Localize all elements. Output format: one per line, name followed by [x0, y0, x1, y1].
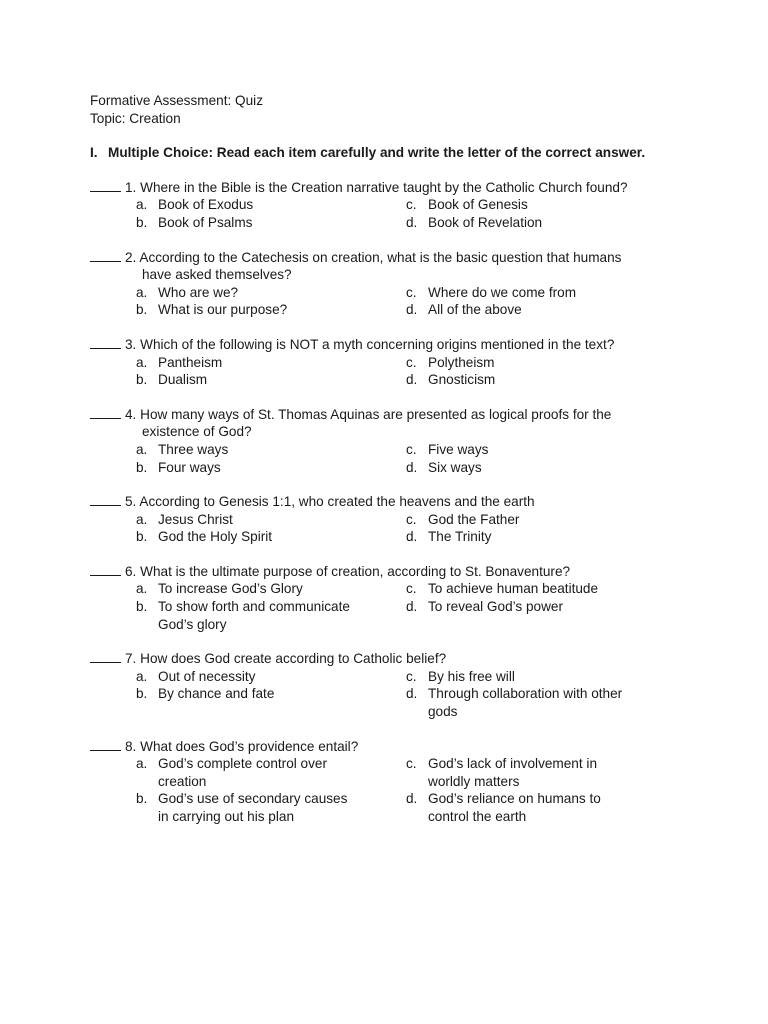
question-text-line: existence of God?: [142, 424, 252, 440]
question-text-line: have asked themselves?: [142, 267, 292, 283]
question-text-line: According to the Catechesis on creation, what is the basic question that humans: [139, 249, 622, 265]
answer-choice: [90, 459, 406, 477]
choice-text-line: By his free will: [428, 668, 515, 684]
question-text: [125, 249, 690, 267]
question-number: 2.: [125, 249, 137, 265]
choice-row: [90, 580, 690, 598]
choice-text-line: God’s lack of involvement in: [428, 756, 597, 772]
answer-choice: [90, 214, 406, 232]
choice-text: [158, 668, 406, 686]
answer-choice: [406, 668, 636, 686]
question-text: [125, 336, 690, 354]
question-number: 5.: [125, 494, 137, 510]
question-text: [125, 738, 690, 756]
question-stem: [90, 650, 690, 668]
choice-text: [428, 528, 636, 546]
choice-letter: c.: [406, 756, 417, 772]
choice-row: [90, 354, 690, 372]
choice-text-line: Book of Revelation: [428, 214, 543, 230]
choice-letter: c.: [406, 284, 417, 300]
section-numeral: I.: [90, 145, 98, 161]
choice-text-line: To increase God’s Glory: [158, 581, 303, 597]
choice-row: [90, 441, 690, 459]
choice-letter: d.: [406, 599, 418, 615]
question-item: [90, 336, 690, 389]
choice-text-line: By chance and fate: [158, 686, 275, 702]
choice-text-line: creation: [158, 773, 207, 789]
answer-choice: [406, 214, 636, 232]
choice-text: [428, 790, 636, 825]
answer-choice: [90, 580, 406, 598]
answer-blank[interactable]: [90, 563, 121, 576]
choice-letter: a.: [136, 668, 148, 684]
answer-choice: [406, 441, 636, 459]
choice-text-line: All of the above: [428, 302, 522, 318]
answer-choice: [90, 196, 406, 214]
choice-text: [428, 755, 636, 790]
choice-letter: a.: [136, 197, 148, 213]
question-text: [125, 179, 690, 197]
choice-text-line: Three ways: [158, 441, 229, 457]
choice-letter: b.: [136, 459, 148, 475]
question-text-line: How does God create according to Catholic belief?: [140, 651, 447, 667]
answer-blank[interactable]: [90, 406, 121, 419]
choice-text: [158, 301, 406, 319]
question-number: 4.: [125, 406, 137, 422]
document-title: Formative Assessment: Quiz: [90, 93, 263, 108]
question-stem: [90, 493, 690, 511]
question-item: [90, 563, 690, 633]
question-stem: [90, 179, 690, 197]
question-item: [90, 493, 690, 546]
answer-choice: [90, 755, 406, 790]
choice-text-line: Four ways: [158, 459, 221, 475]
choice-letter: b.: [136, 791, 148, 807]
question-stem: [90, 336, 690, 354]
answer-choice: [90, 371, 406, 389]
question-text: [125, 493, 690, 511]
choice-text-line: Five ways: [428, 441, 489, 457]
answer-choice: [406, 301, 636, 319]
choice-text-line: What is our purpose?: [158, 302, 288, 318]
choice-text: [158, 755, 406, 790]
choice-text-line: Pantheism: [158, 354, 223, 370]
choice-row: [90, 755, 690, 790]
quiz-document: [90, 92, 690, 826]
question-text-line: What is the ultimate purpose of creation, according to St. Bonaventure?: [140, 563, 571, 579]
answer-choice: [406, 598, 636, 633]
answer-choice: [90, 354, 406, 372]
choice-text-line: God the Father: [428, 511, 520, 527]
answer-choice: [406, 755, 636, 790]
answer-blank[interactable]: [90, 738, 121, 751]
answer-blank[interactable]: [90, 179, 121, 192]
choice-text-line: God’s use of secondary causes: [158, 791, 348, 807]
choice-letter: c.: [406, 441, 417, 457]
answer-choice: [90, 441, 406, 459]
question-stem: [90, 249, 690, 267]
choice-letter: a.: [136, 581, 148, 597]
question-text-line: Where in the Bible is the Creation narrative taught by the Catholic Church found?: [140, 179, 628, 195]
question-item: [90, 179, 690, 232]
answer-choice: [406, 580, 636, 598]
answer-blank[interactable]: [90, 336, 121, 349]
choice-letter: d.: [406, 214, 418, 230]
choice-text: [158, 284, 406, 302]
choice-text-line: God’s reliance on humans to: [428, 791, 601, 807]
choice-text: [158, 354, 406, 372]
choice-letter: c.: [406, 668, 417, 684]
question-item: [90, 738, 690, 826]
choice-text-line: Who are we?: [158, 284, 239, 300]
question-item: [90, 249, 690, 319]
choice-letter: b.: [136, 302, 148, 318]
choice-row: [90, 598, 690, 633]
answer-blank[interactable]: [90, 249, 121, 262]
choice-letter: b.: [136, 529, 148, 545]
choice-text-line: Gnosticism: [428, 372, 496, 388]
choice-text-line: God the Holy Spirit: [158, 529, 273, 545]
answer-blank[interactable]: [90, 650, 121, 663]
question-number: 8.: [125, 738, 137, 754]
choice-letter: d.: [406, 459, 418, 475]
document-topic: Topic: Creation: [90, 110, 181, 126]
choice-letter: b.: [136, 214, 148, 230]
choice-text-line: gods: [428, 704, 458, 720]
choice-text: [158, 511, 406, 529]
choice-letter: b.: [136, 599, 148, 615]
choice-row: [90, 459, 690, 477]
choice-text-line: in carrying out his plan: [158, 809, 295, 824]
choice-text: [428, 511, 636, 529]
choice-text-line: God’s complete control over: [158, 756, 327, 772]
choice-row: [90, 685, 690, 720]
question-item: [90, 650, 690, 720]
question-number: 1.: [125, 179, 137, 195]
choice-text: [158, 459, 406, 477]
choice-row: [90, 284, 690, 302]
answer-choice: [406, 459, 636, 477]
choice-row: [90, 790, 690, 825]
choice-text-line: To reveal God’s power: [428, 599, 564, 615]
choice-text: [428, 301, 636, 319]
question-text-line: How many ways of St. Thomas Aquinas are presented as logical proofs for the: [140, 406, 612, 422]
question-text: [125, 563, 690, 581]
choice-row: [90, 196, 690, 214]
choice-letter: d.: [406, 686, 418, 702]
choice-text-line: Polytheism: [428, 354, 495, 370]
choice-row: [90, 528, 690, 546]
choice-text: [158, 685, 406, 720]
choice-letter: c.: [406, 354, 417, 370]
question-stem: [90, 738, 690, 756]
question-list: [90, 179, 690, 826]
choice-text: [428, 214, 636, 232]
choice-row: [90, 214, 690, 232]
choice-text: [158, 580, 406, 598]
choice-text: [428, 354, 636, 372]
answer-choice: [90, 511, 406, 529]
choice-text: [428, 371, 636, 389]
answer-choice: [90, 528, 406, 546]
choice-text-line: Jesus Christ: [158, 511, 233, 527]
choice-letter: c.: [406, 511, 417, 527]
answer-choice: [90, 685, 406, 720]
question-text: [125, 650, 690, 668]
answer-choice: [406, 196, 636, 214]
choice-text: [158, 214, 406, 232]
choice-letter: a.: [136, 441, 148, 457]
choice-text-line: Through collaboration with other: [428, 686, 623, 702]
question-number: 7.: [125, 651, 137, 667]
choice-text-line: Six ways: [428, 459, 482, 475]
choice-letter: a.: [136, 354, 148, 370]
answer-choice: [90, 790, 406, 825]
choice-text: [158, 790, 406, 825]
choice-text: [428, 459, 636, 477]
choice-text-line: Dualism: [158, 372, 208, 388]
question-text-line: According to Genesis 1:1, who created the heavens and the earth: [139, 494, 535, 510]
choice-row: [90, 371, 690, 389]
answer-choice: [406, 284, 636, 302]
choice-text: [428, 685, 636, 720]
choice-text: [158, 196, 406, 214]
choice-text-line: To show forth and communicate: [158, 599, 350, 615]
answer-choice: [90, 668, 406, 686]
choice-text: [158, 371, 406, 389]
choice-text: [158, 598, 406, 633]
section-heading: [90, 144, 690, 162]
choice-letter: a.: [136, 756, 148, 772]
choice-text: [428, 196, 636, 214]
choice-text: [428, 668, 636, 686]
choice-letter: c.: [406, 197, 417, 213]
choice-letter: d.: [406, 529, 418, 545]
choice-letter: b.: [136, 372, 148, 388]
choice-text-line: Where do we come from: [428, 284, 577, 300]
choice-text-line: control the earth: [428, 809, 527, 824]
choice-letter: a.: [136, 511, 148, 527]
choice-row: [90, 668, 690, 686]
answer-choice: [406, 790, 636, 825]
answer-choice: [406, 371, 636, 389]
choice-text-line: Out of necessity: [158, 668, 256, 684]
choice-letter: a.: [136, 284, 148, 300]
answer-choice: [90, 301, 406, 319]
choice-letter: d.: [406, 372, 418, 388]
choice-text: [428, 580, 636, 598]
question-text: [125, 406, 690, 424]
question-item: [90, 406, 690, 476]
choice-text: [158, 441, 406, 459]
choice-text: [428, 441, 636, 459]
choice-text-line: To achieve human beatitude: [428, 581, 599, 597]
choice-letter: c.: [406, 581, 417, 597]
choice-text: [428, 284, 636, 302]
answer-choice: [406, 528, 636, 546]
choice-text-line: worldly matters: [428, 773, 520, 789]
choice-text-line: Book of Genesis: [428, 197, 528, 213]
choice-text-line: Book of Exodus: [158, 197, 254, 213]
section-instructions: Multiple Choice: Read each item carefully and write the letter of the correct answer.: [108, 145, 646, 161]
answer-choice: [90, 598, 406, 633]
answer-blank[interactable]: [90, 493, 121, 506]
answer-choice: [90, 284, 406, 302]
choice-row: [90, 301, 690, 319]
question-stem: [90, 563, 690, 581]
question-text-line: Which of the following is NOT a myth concerning origins mentioned in the text?: [140, 336, 615, 352]
choice-text-line: Book of Psalms: [158, 214, 253, 230]
question-number: 3.: [125, 336, 137, 352]
question-number: 6.: [125, 563, 137, 579]
choice-text-line: God’s glory: [158, 616, 227, 632]
choice-text: [428, 598, 636, 633]
question-text-line: What does God’s providence entail?: [140, 738, 359, 754]
answer-choice: [406, 511, 636, 529]
choice-letter: d.: [406, 791, 418, 807]
answer-choice: [406, 685, 636, 720]
choice-letter: d.: [406, 302, 418, 318]
choice-text: [158, 528, 406, 546]
choice-text-line: The Trinity: [428, 529, 492, 545]
choice-row: [90, 511, 690, 529]
answer-choice: [406, 354, 636, 372]
choice-letter: b.: [136, 686, 148, 702]
question-stem: [90, 406, 690, 424]
